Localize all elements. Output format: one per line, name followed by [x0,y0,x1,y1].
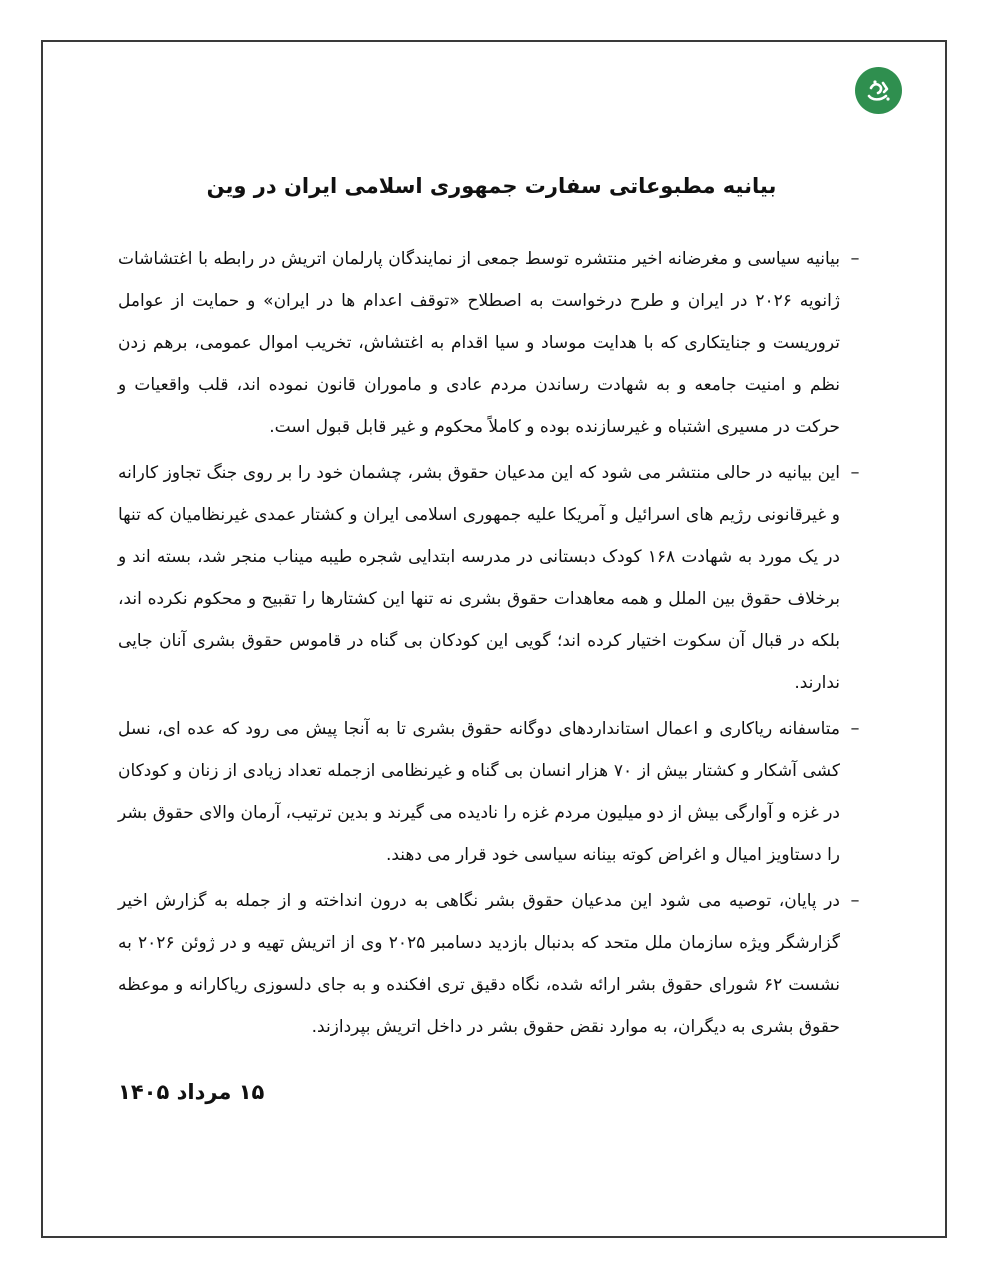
brand-logo-glyph [862,74,896,108]
brand-logo-icon [855,67,902,114]
statement-item [118,708,870,876]
bullet-dash: – [850,890,860,911]
document-title: بیانیه مطبوعاتی سفارت جمهوری اسلامی ایران در وین [206,174,777,198]
statement-item [118,452,870,704]
statement-list [118,238,870,1052]
statement-text: این بیانیه در حالی منتشر می شود که این مدعیان حقوق بشر، چشمان خود را بر روی جنگ تجاوز کارانه و غیرقانونی رژیم های اسرائیل و آمریکا علیه جمهوری اسلامی ایران و کشتار عمدی غیرنظامیان که تنها در یک مورد به شهادت ۱۶۸ کودک دبستانی در مدرسه ابتدایی شجره طیبه میناب منجر شد، بسته اند و برخلاف حقوق بین الملل و همه معاهدات حقوق بشری نه تنها این کشتارها را تقبیح و محکوم نکرده اند، بلکه در قبال آن سکوت اختیار کرده اند؛ گویی این کودکان بی گناه در قاموس حقوق بشری آنان جایی ندارند. [118,463,841,693]
statement-text: متاسفانه ریاکاری و اعمال استانداردهای دوگانه حقوق بشری تا به آنجا پیش می رود که عده ای، نسل کشی آشکار و کشتار بیش از ۷۰ هزار انسان بی گناه و غیرنظامی ازجمله تعداد زیادی از زنان و کودکان در غزه و آوارگی بیش از دو میلیون مردم غزه را نادیده می گیرند و بدین ترتیب، آرمان والای حقوق بشر را دستاویز امیال و اغراض کوته بینانه سیاسی خود قرار می دهند. [118,719,840,865]
bullet-dash: – [850,248,860,269]
statement-text: در پایان، توصیه می شود این مدعیان حقوق بشر نگاهی به درون انداخته و از جمله به گزارش اخیر گزارشگر ویژه سازمان ملل متحد که بدنبال بازدید دسامبر ۲۰۲۵ وی از اتریش تهیه و در ژوئن ۲۰۲۶ به نشست ۶۲ شورای حقوق بشر ارائه شده، نگاه دقیق تری افکنده و به جای دلسوزی ریاکارانه و موعظه حقوق بشری به دیگران، به موارد نقض حقوق بشر در داخل اتریش بپردازند. [118,891,841,1037]
document-date: ۱۵ مرداد ۱۴۰۵ [118,1080,265,1104]
statement-item [118,238,870,448]
statement-item [118,880,870,1048]
bullet-dash: – [850,462,860,483]
bullet-dash: – [850,718,860,739]
statement-text: بیانیه سیاسی و مغرضانه اخیر منتشره توسط جمعی از نمایندگان پارلمان اتریش در رابطه با اغتشاشات ژانویه ۲۰۲۶ در ایران و طرح درخواست به اصطلاح «توقف اعدام ها در ایران» و حمایت از عوامل تروریست و جنایتکاری که با هدایت موساد و سیا اقدام به اغتشاش، تخریب اموال عمومی، برهم زدن نظم و امنیت جامعه و به شهادت رساندن مردم عادی و ماموران قانون نموده اند، قلب واقعیات و حرکت در مسیری اشتباه و غیرسازنده بوده و کاملاً محکوم و غیر قابل قبول است. [118,249,841,437]
